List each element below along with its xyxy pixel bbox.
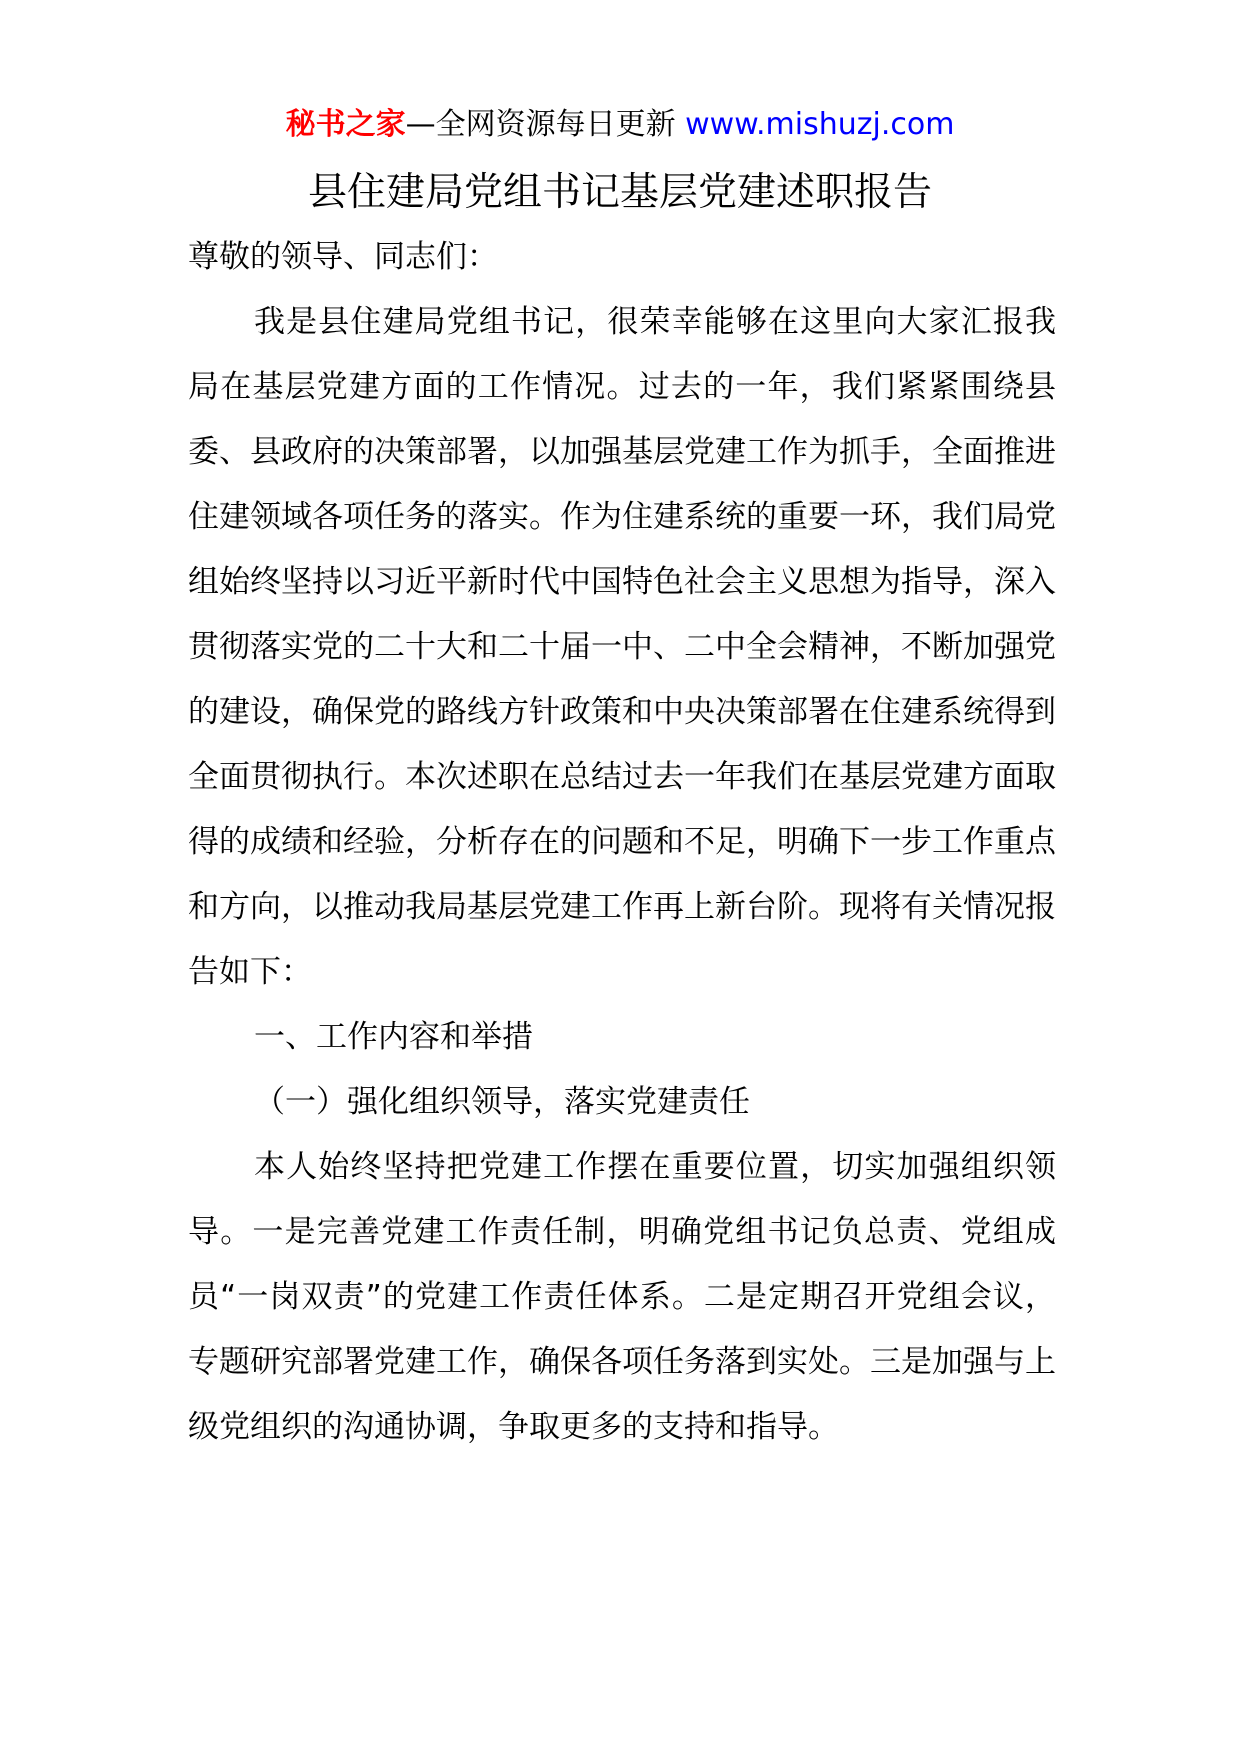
subsection-heading-1: （一）强化组织领导，落实党建责任 [254,1084,750,1120]
site-slogan: —全网资源每日更新 [405,107,686,142]
paragraph-intro: 我是县住建局党组书记，很荣幸能够在这里向大家汇报我局在基层党建方面的工作情况。过去的一年，我们紧紧围绕县委、县政府的决策部署，以加强基层党建工作为抓手，全面推进住建领域各项任务的落实。作为住建系统的重要一环，我们局党组始终坚持以习近平新时代中国特色社会主义思想为指导，深入贯彻落实党的二十大和二十届一中、二中全会精神，不断加强党的建设，确保党的路线方针政策和中央决策部署在住建系统得到全面贯彻执行。本次述职在总结过去一年我们在基层党建方面取得的成绩和经验，分析存在的问题和不足，明确下一步工作重点和方向，以推动我局基层党建工作再上新台阶。现将有关情况报告如下： [188,304,1056,990]
paragraph-organization: 本人始终坚持把党建工作摆在重要位置，切实加强组织领导。一是完善党建工作责任制，明确党组书记负总责、党组成员“一岗双责”的党建工作责任体系。二是定期召开党组会议，专题研究部署党建工作，确保各项任务落到实处。三是加强与上级党组织的沟通协调，争取更多的支持和指导。 [188,1149,1056,1445]
salutation: 尊敬的领导、同志们： [188,239,498,275]
site-url-link[interactable]: www.mishuzj.com [685,107,955,142]
document-title: 县住建局党组书记基层党建述职报告 [307,170,932,215]
section-heading-1: 一、工作内容和举措 [254,1019,533,1055]
site-banner [0,100,1240,150]
document-body [188,225,1056,1460]
site-brand: 秘书之家 [285,107,406,142]
